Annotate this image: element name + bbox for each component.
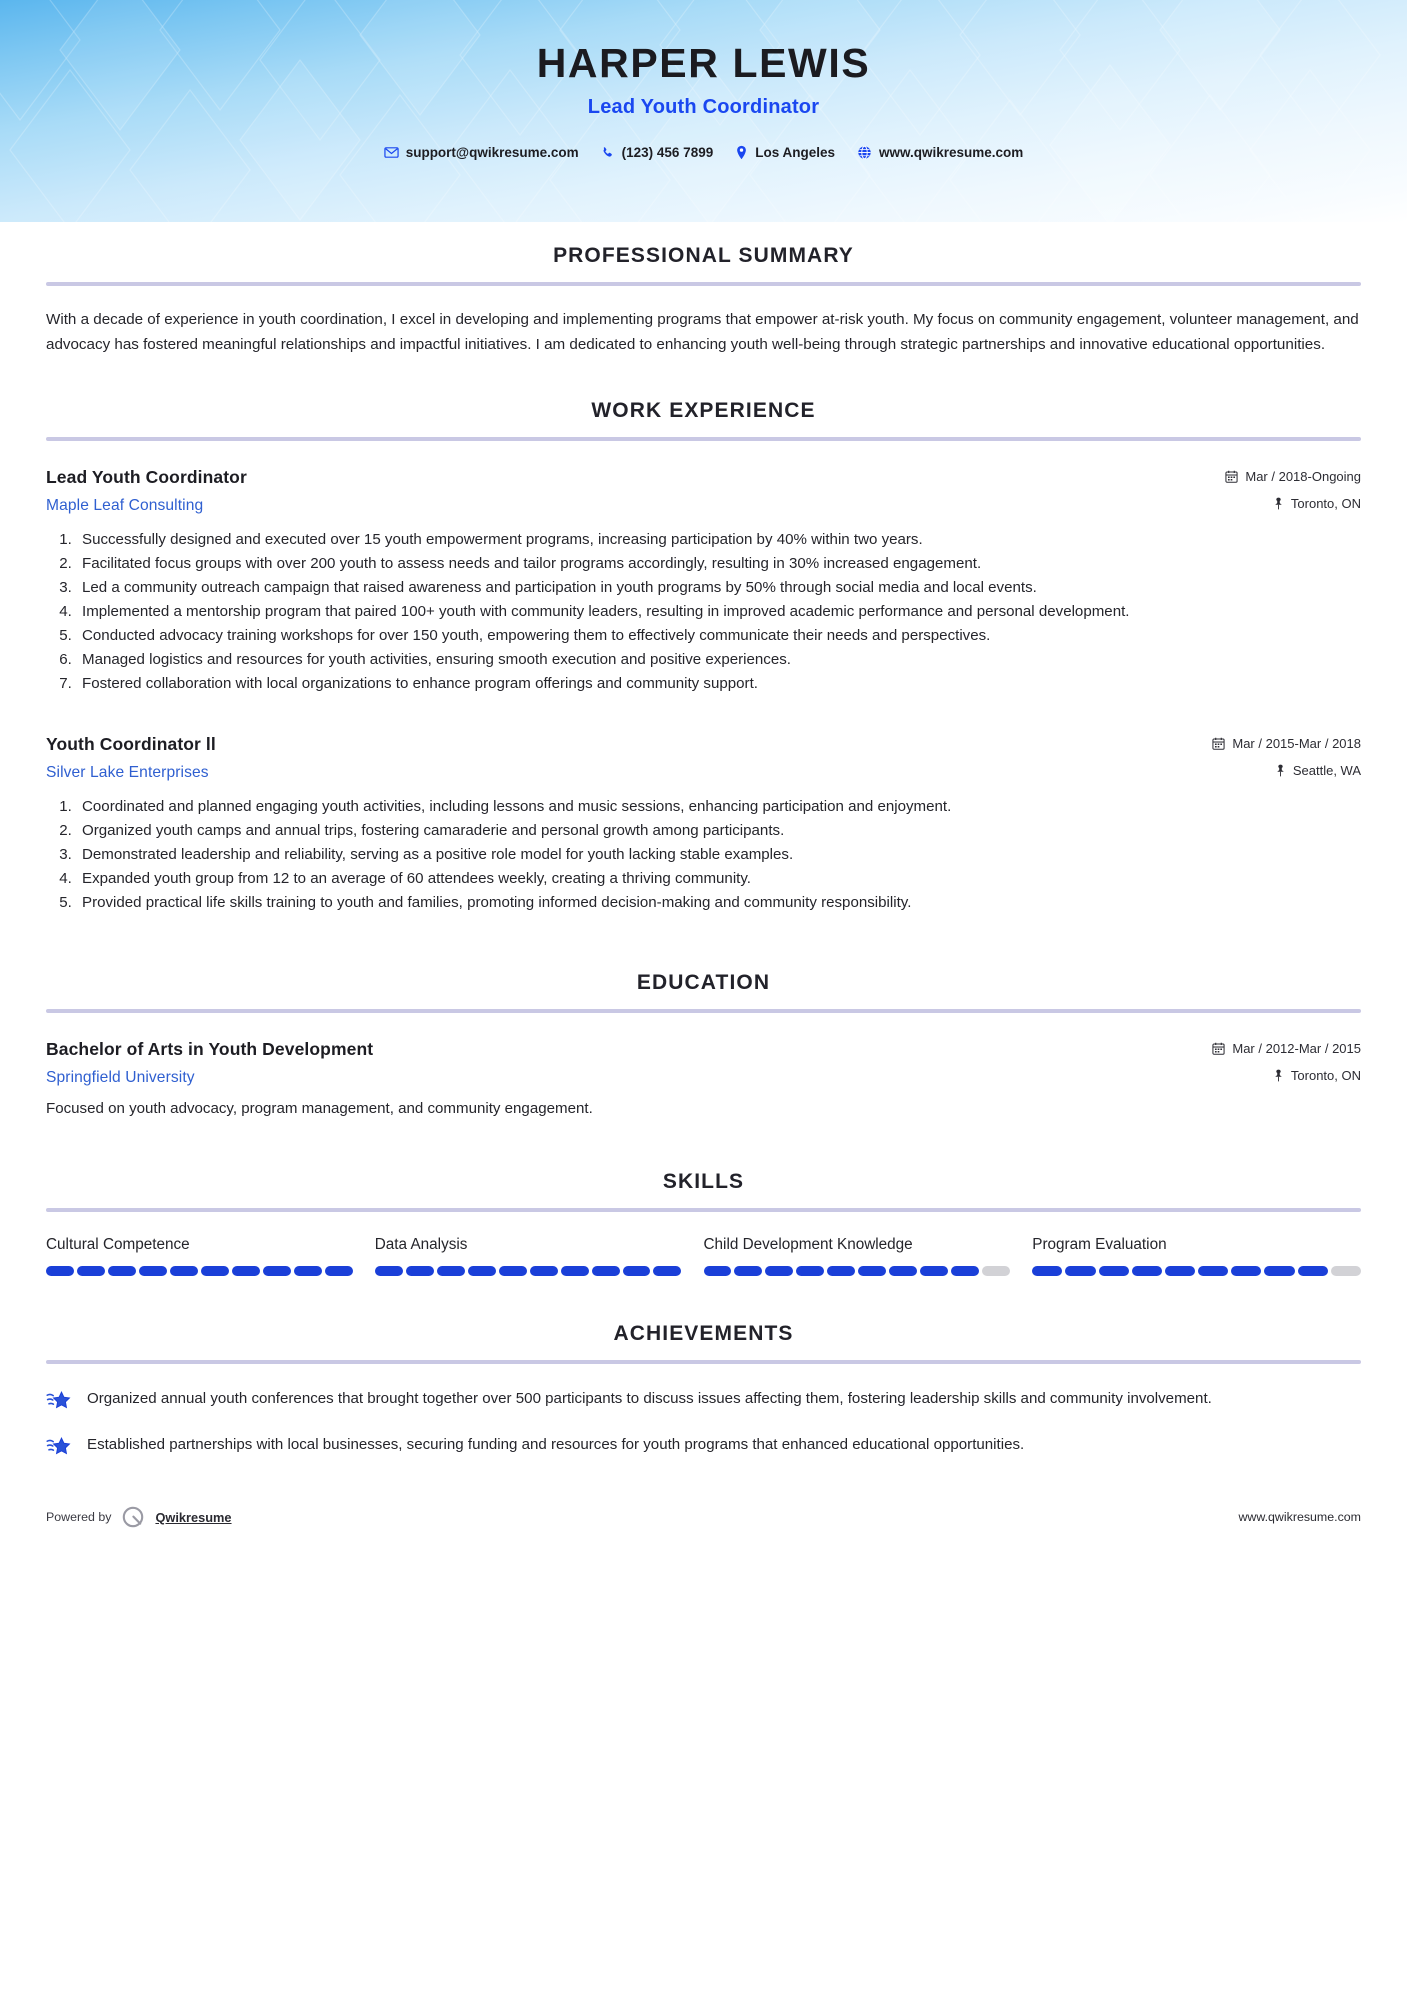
skill-rating-segment xyxy=(920,1266,948,1276)
experience-entry xyxy=(46,734,1361,915)
skill-rating-segment xyxy=(1165,1266,1195,1276)
shooting-star-icon xyxy=(46,1388,72,1414)
contact-website[interactable] xyxy=(857,145,1023,160)
section-divider xyxy=(46,282,1361,286)
experience-job-title: Youth Coordinator ll xyxy=(46,733,216,754)
section-divider xyxy=(46,1009,1361,1013)
list-item: 5. Provided practical life skills training to youth and families, promoting informed decision-making and community responsibility. xyxy=(76,892,1361,915)
skill-label: Data Analysis xyxy=(374,1236,468,1254)
skill-rating-bar xyxy=(704,1266,1011,1276)
resume-body xyxy=(0,244,1407,1460)
section-title-skills: SKILLS xyxy=(662,1170,745,1194)
skill-rating-segment xyxy=(1032,1266,1062,1276)
skill-rating-segment xyxy=(1132,1266,1162,1276)
education-description: Focused on youth advocacy, program management, and community engagement. xyxy=(46,1099,593,1117)
experience-bullet-list xyxy=(46,796,1361,915)
footer-powered-by-label: Powered by xyxy=(46,1510,112,1525)
experience-location xyxy=(1273,496,1361,511)
list-item: 5. Conducted advocacy training workshops for over 150 youth, empowering them to effectively communicate their needs and perspectives. xyxy=(76,625,1361,648)
skill-item xyxy=(704,1236,1033,1276)
section-title-achievements: ACHIEVEMENTS xyxy=(613,1322,794,1346)
section-divider xyxy=(46,1360,1361,1364)
location-pin-icon xyxy=(735,145,748,160)
skill-rating-segment xyxy=(437,1266,465,1276)
experience-bullet-list xyxy=(46,529,1361,696)
footer-brand-link[interactable]: Qwikresume xyxy=(155,1509,232,1525)
calendar-icon xyxy=(1225,470,1238,483)
skill-rating-segment xyxy=(232,1266,260,1276)
section-achievements xyxy=(46,1322,1361,1460)
education-entry xyxy=(46,1039,1361,1121)
section-title-work-experience: WORK EXPERIENCE xyxy=(591,399,816,423)
contact-email-text: support@qwikresume.com xyxy=(405,145,579,161)
skill-label: Program Evaluation xyxy=(1032,1236,1167,1254)
experience-location xyxy=(1275,763,1361,778)
achievement-text: Organized annual youth conferences that brought together over 500 participants to discuss issues affecting them, fostering leadership skills and community involvement. xyxy=(87,1390,1212,1408)
skill-rating-segment xyxy=(765,1266,793,1276)
section-title-education: EDUCATION xyxy=(636,970,771,994)
list-item: 4. Implemented a mentorship program that paired 100+ youth with community leaders, resulting in improved academic performance and personal development. xyxy=(76,601,1361,624)
education-location-text: Toronto, ON xyxy=(1290,1067,1361,1083)
skill-rating-segment xyxy=(1264,1266,1294,1276)
section-education xyxy=(46,971,1361,1121)
section-title-professional-summary: PROFESSIONAL SUMMARY xyxy=(553,244,854,267)
map-pin-icon xyxy=(1273,497,1284,510)
skill-rating-segment xyxy=(375,1266,403,1276)
education-degree: Bachelor of Arts in Youth Development xyxy=(46,1038,374,1059)
professional-summary-text: With a decade of experience in youth coordination, I excel in developing and implementing programs that empower at-risk youth. My focus on community engagement, volunteer management, and advocacy has fostered meaningful relationships and impactful initiatives. I am dedicated to enhancing youth well-being through strategic partnerships and innovative educational opportunities. xyxy=(46,311,1359,353)
education-school[interactable]: Springfield University xyxy=(46,1068,195,1086)
skill-item xyxy=(1032,1236,1361,1276)
skill-rating-bar xyxy=(46,1266,353,1276)
skill-rating-bar xyxy=(375,1266,682,1276)
skill-rating-segment xyxy=(951,1266,979,1276)
skill-rating-segment xyxy=(406,1266,434,1276)
skill-rating-segment xyxy=(1298,1266,1328,1276)
section-skills xyxy=(46,1170,1361,1276)
contact-phone-text: (123) 456 7899 xyxy=(621,145,714,161)
skills-grid xyxy=(46,1236,1361,1276)
skill-rating-segment xyxy=(1231,1266,1261,1276)
calendar-icon xyxy=(1212,737,1225,750)
experience-date xyxy=(1225,469,1361,484)
skill-label: Child Development Knowledge xyxy=(703,1236,913,1254)
skill-rating-segment xyxy=(1331,1266,1361,1276)
skill-rating-segment xyxy=(796,1266,824,1276)
envelope-icon xyxy=(384,145,399,160)
contact-phone[interactable] xyxy=(601,145,714,160)
qwikresume-logo-icon xyxy=(120,1504,146,1530)
skill-rating-segment xyxy=(325,1266,353,1276)
skill-rating-segment xyxy=(827,1266,855,1276)
skill-rating-segment xyxy=(468,1266,496,1276)
experience-date xyxy=(1212,736,1361,751)
contact-bar xyxy=(0,145,1407,160)
skill-rating-segment xyxy=(982,1266,1010,1276)
resume-footer xyxy=(0,1504,1407,1530)
contact-location-text: Los Angeles xyxy=(755,145,835,161)
section-work-experience xyxy=(46,399,1361,914)
skill-rating-segment xyxy=(1198,1266,1228,1276)
experience-location-text: Seattle, WA xyxy=(1292,762,1361,778)
list-item: 2. Facilitated focus groups with over 200 youth to assess needs and tailor programs accordingly, resulting in 30% increased engagement. xyxy=(76,553,1361,576)
contact-website-text: www.qwikresume.com xyxy=(879,145,1024,161)
list-item: 1. Coordinated and planned engaging youth activities, including lessons and music sessions, enhancing participation and enjoyment. xyxy=(76,796,1361,819)
candidate-job-title: Lead Youth Coordinator xyxy=(587,96,820,119)
experience-location-text: Toronto, ON xyxy=(1290,496,1361,512)
resume-header xyxy=(0,0,1407,222)
skill-item xyxy=(375,1236,704,1276)
phone-icon xyxy=(601,146,615,160)
map-pin-icon xyxy=(1273,1069,1284,1082)
experience-company[interactable]: Maple Leaf Consulting xyxy=(46,497,204,515)
experience-company[interactable]: Silver Lake Enterprises xyxy=(46,763,209,781)
map-pin-icon xyxy=(1275,764,1286,777)
skill-rating-bar xyxy=(1032,1266,1361,1276)
skill-item xyxy=(46,1236,375,1276)
list-item: 1. Successfully designed and executed over 15 youth empowerment programs, increasing participation by 40% within two years. xyxy=(76,529,1361,552)
list-item: 2. Organized youth camps and annual trips, fostering camaraderie and personal growth among participants. xyxy=(76,820,1361,843)
candidate-name: HARPER LEWIS xyxy=(536,40,871,86)
skill-rating-segment xyxy=(592,1266,620,1276)
contact-email[interactable] xyxy=(384,145,579,160)
skill-rating-segment xyxy=(653,1266,681,1276)
skill-rating-segment xyxy=(734,1266,762,1276)
list-item: 7. Fostered collaboration with local organizations to enhance program offerings and community support. xyxy=(76,673,1361,696)
achievement-text: Established partnerships with local businesses, securing funding and resources for youth programs that enhanced educational opportunities. xyxy=(87,1436,1025,1454)
skill-rating-segment xyxy=(530,1266,558,1276)
skill-rating-segment xyxy=(858,1266,886,1276)
skill-rating-segment xyxy=(170,1266,198,1276)
skill-rating-segment xyxy=(704,1266,732,1276)
skill-rating-segment xyxy=(1065,1266,1095,1276)
footer-powered-by xyxy=(46,1504,232,1530)
skill-rating-segment xyxy=(46,1266,74,1276)
skill-rating-segment xyxy=(139,1266,167,1276)
skill-label: Cultural Competence xyxy=(46,1236,190,1254)
list-item xyxy=(46,1434,1361,1460)
achievements-list xyxy=(46,1388,1361,1460)
section-divider xyxy=(46,1208,1361,1212)
list-item: 3. Led a community outreach campaign that raised awareness and participation in youth programs by 50% through social media and local events. xyxy=(76,577,1361,600)
section-divider xyxy=(46,437,1361,441)
list-item: 4. Expanded youth group from 12 to an average of 60 attendees weekly, creating a thriving community. xyxy=(76,868,1361,891)
education-date-text: Mar / 2012-Mar / 2015 xyxy=(1232,1040,1361,1056)
skill-rating-segment xyxy=(889,1266,917,1276)
skill-rating-segment xyxy=(263,1266,291,1276)
skill-rating-segment xyxy=(499,1266,527,1276)
skill-rating-segment xyxy=(201,1266,229,1276)
list-item: 3. Demonstrated leadership and reliability, serving as a positive role model for youth lacking stable examples. xyxy=(76,844,1361,867)
contact-location xyxy=(735,145,835,160)
skill-rating-segment xyxy=(294,1266,322,1276)
experience-job-title: Lead Youth Coordinator xyxy=(46,467,247,488)
globe-icon xyxy=(857,145,872,160)
skill-rating-segment xyxy=(1099,1266,1129,1276)
footer-website-url: www.qwikresume.com xyxy=(1238,1510,1361,1525)
education-date xyxy=(1212,1041,1361,1056)
calendar-icon xyxy=(1212,1042,1225,1055)
experience-entry xyxy=(46,467,1361,696)
skill-rating-segment xyxy=(108,1266,136,1276)
skill-rating-segment xyxy=(623,1266,651,1276)
skill-rating-segment xyxy=(77,1266,105,1276)
section-professional-summary xyxy=(46,244,1361,357)
list-item xyxy=(46,1388,1361,1414)
education-location xyxy=(1273,1068,1361,1083)
skill-rating-segment xyxy=(561,1266,589,1276)
list-item: 6. Managed logistics and resources for youth activities, ensuring smooth execution and positive experiences. xyxy=(76,649,1361,672)
experience-date-text: Mar / 2018-Ongoing xyxy=(1245,469,1361,485)
shooting-star-icon xyxy=(46,1434,72,1460)
experience-date-text: Mar / 2015-Mar / 2018 xyxy=(1232,735,1361,751)
